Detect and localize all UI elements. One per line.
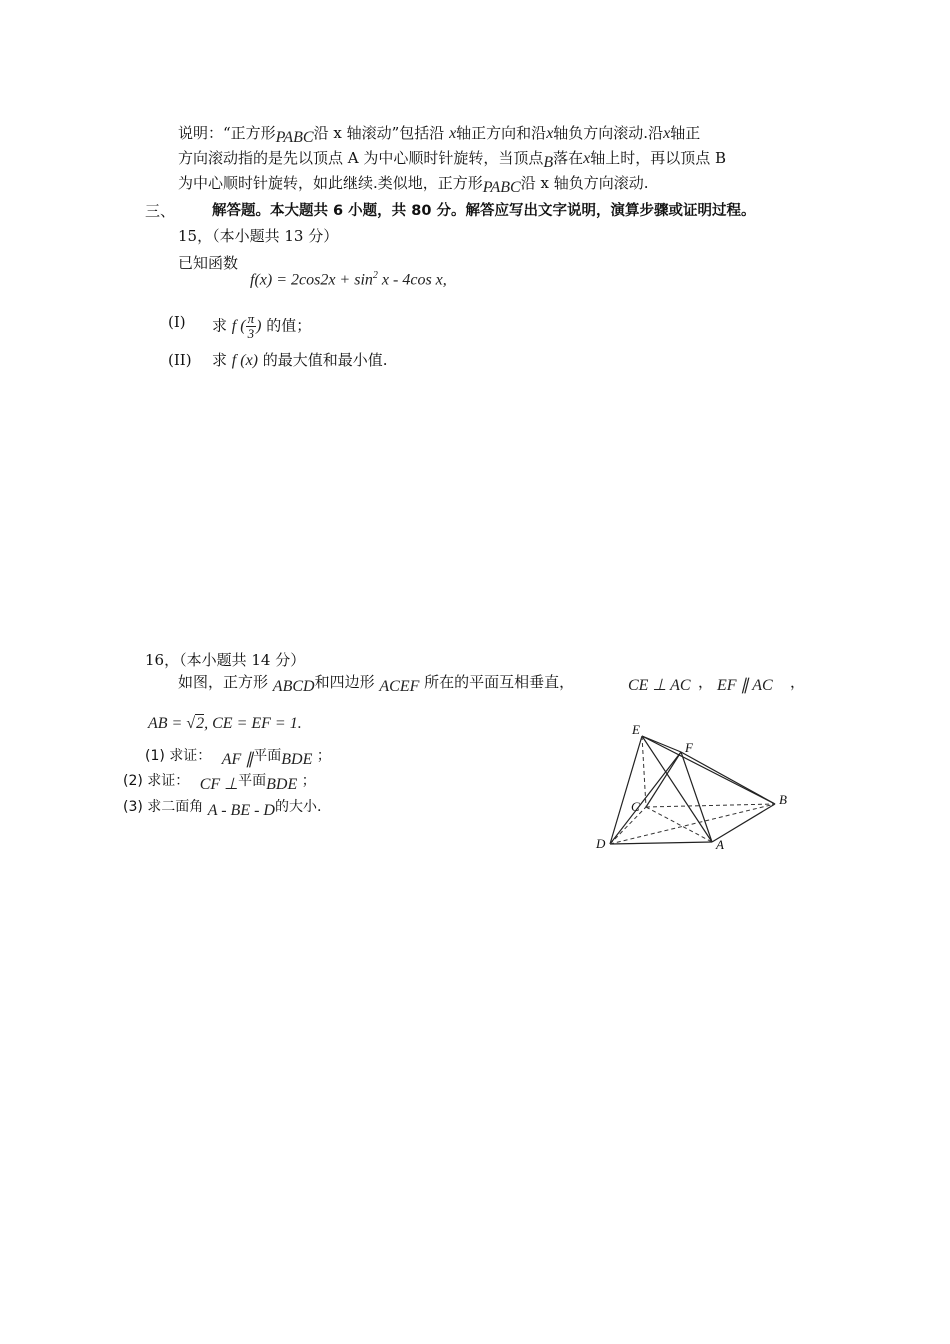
edge-ec-dashed [642, 736, 646, 807]
note-line-1: 说明：“正方形PABC沿 x 轴滚动”包括沿 x轴正方向和沿x轴负方向滚动.沿x轴正 [178, 124, 701, 146]
q15-formula: $f(x) = 2\cos 2x + \sin^2 x - 4\cos$ x, [250, 270, 447, 289]
geometry-figure [588, 718, 788, 883]
q15-part-2 [168, 350, 192, 370]
q16-comma-2: ， [790, 673, 806, 691]
section-number: 三、 [145, 202, 176, 220]
q16-sub-2: (2) 求证： CF ⊥平面BDE ； [123, 773, 316, 793]
q16-header: 16，（本小题共 14 分） [145, 651, 306, 669]
part-label: (II) [168, 351, 192, 369]
edge-fc [646, 752, 681, 807]
label-b: B [779, 792, 787, 807]
q15-header: 15，（本小题共 13 分） [178, 227, 339, 245]
note-line-2: 方向滚动指的是先以顶点 A 为中心顺时针旋转，当顶点B落在x轴上时，再以顶点 B [178, 149, 727, 171]
edge-eb [642, 736, 775, 804]
q16-condition-ef-ac: EF ∥ AC [717, 677, 773, 694]
q15-part-1-body: 求 f ( $\frac{\pi}{3}$ ) 的值； [212, 311, 312, 341]
edge-da [610, 842, 712, 844]
label-f: F [685, 740, 693, 755]
label-d: D [596, 836, 606, 851]
q16-line-2: AB = √2, CE = EF = 1. [148, 715, 302, 732]
q15-given: 已知函数 [178, 254, 239, 272]
q15-part-1 [168, 312, 186, 332]
q16-sub-1: (1) 求证： AF ∥平面BDE ； [145, 748, 331, 768]
edge-de-inner [610, 752, 681, 844]
edge-cb-dashed [646, 804, 775, 807]
q15-part-2-body: 求 f (x) 的最大值和最小值. [212, 351, 388, 369]
part-label: (I) [168, 313, 186, 331]
label-e: E [632, 722, 640, 737]
section-heading [145, 201, 175, 221]
fraction-pi-over-3: $\frac{\pi}{3}$ [247, 311, 255, 341]
label-a: A [716, 837, 724, 852]
math-pabc: PABC [275, 129, 314, 146]
q16-sub-3: (3) 求二面角 A - BE - D的大小. [123, 799, 322, 819]
section-title: 解答题。本大题共 6 小题，共 80 分。解答应写出文字说明，演算步骤或证明过程。 [212, 203, 756, 219]
q16-line-1: 如图，正方形 ABCD和四边形 ACEF 所在的平面互相垂直， [178, 673, 575, 695]
q16-condition-ce-ac: CE ⊥ AC [628, 677, 691, 694]
edge-fb [681, 752, 775, 804]
note-line-3: 为中心顺时针旋转，如此继续.类似地，正方形PABC沿 x 轴负方向滚动. [178, 174, 649, 196]
q16-comma-1: ， [698, 673, 714, 691]
label-c: C [631, 799, 640, 814]
